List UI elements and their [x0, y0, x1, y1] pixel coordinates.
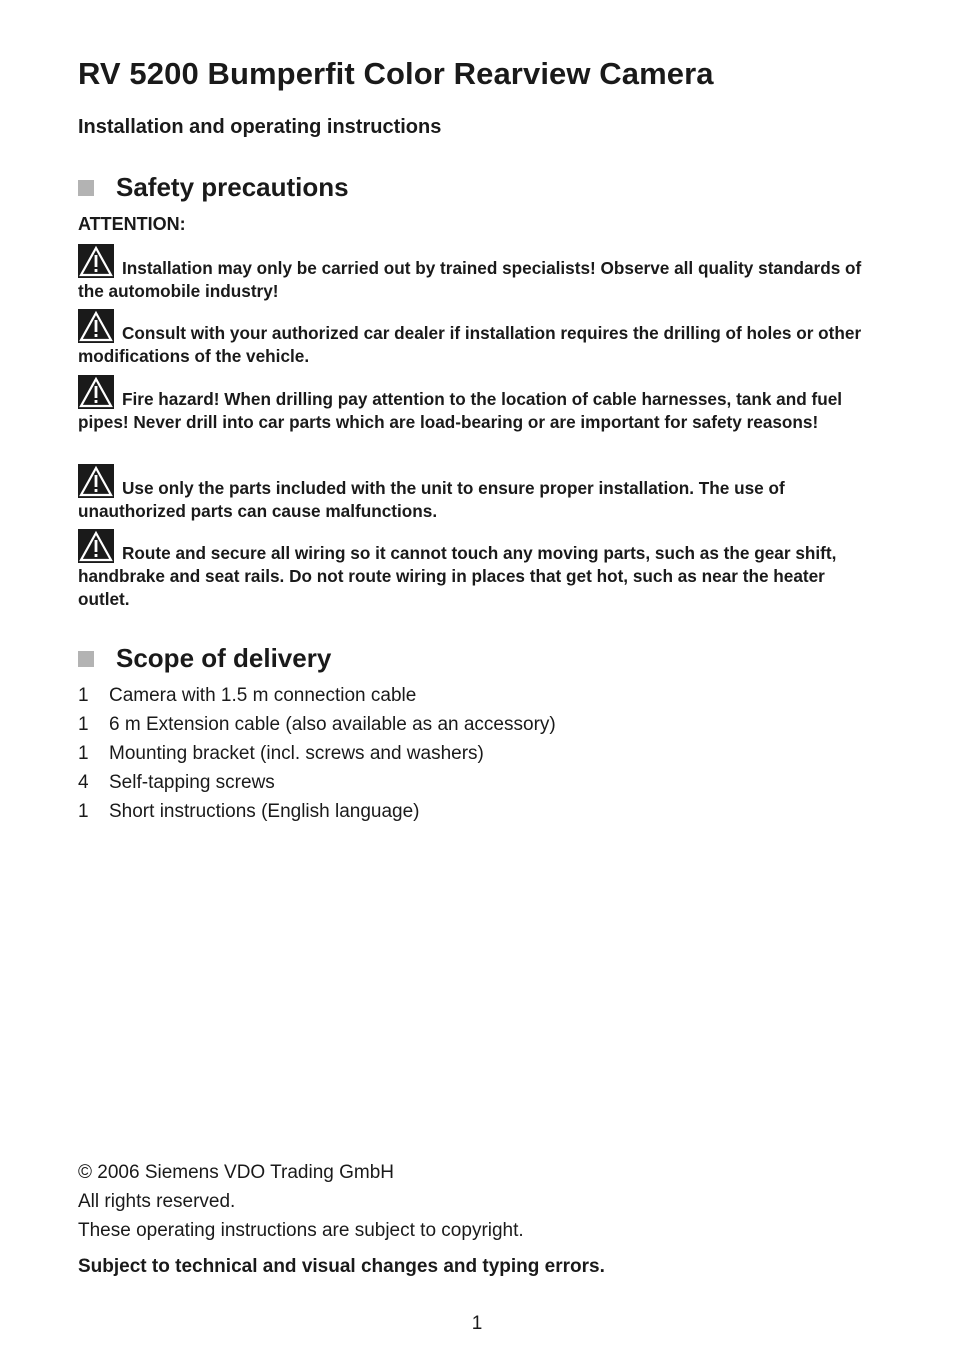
warning-item	[78, 375, 878, 434]
list-item	[78, 739, 556, 768]
item-quantity: 1	[78, 714, 89, 735]
list-item	[78, 710, 556, 739]
delivery-list	[78, 681, 556, 826]
section-heading-label: Safety precautions	[116, 172, 349, 202]
page-number: 1	[471, 1313, 483, 1334]
item-description: Camera with 1.5 m connection cable	[109, 685, 417, 706]
list-item	[78, 768, 556, 797]
warning-text: Consult with your authorized car dealer if installation requires the drilling of holes or other modifications of the vehicle.	[78, 323, 862, 366]
document-subtitle: Installation and operating instructions	[78, 116, 442, 138]
warning-text: Use only the parts included with the unit to ensure proper installation. The use of unauthorized parts can cause malfunctions.	[78, 478, 785, 521]
warning-item	[78, 464, 878, 523]
warning-item	[78, 309, 878, 368]
warning-text: Route and secure all wiring so it cannot touch any moving parts, such as the gear shift, handbrake and seat rails. Do not route wiring in places that get hot, such as near the heater outlet.	[78, 543, 837, 609]
warning-triangle-icon	[78, 244, 114, 278]
item-description: Self-tapping screws	[109, 772, 275, 793]
item-description: Mounting bracket (incl. screws and washers)	[109, 743, 484, 764]
section-heading-delivery	[78, 643, 331, 674]
item-description: Short instructions (English language)	[109, 801, 420, 822]
section-marker-icon	[78, 180, 94, 196]
item-quantity: 1	[78, 801, 89, 822]
copyright-line: These operating instructions are subject to copyright.	[78, 1220, 524, 1241]
item-quantity: 1	[78, 685, 89, 706]
warning-text: Fire hazard! When drilling pay attention to the location of cable harnesses, tank and fuel pipes! Never drill into car parts which are load-bearing or are important for safety reasons!	[78, 389, 843, 432]
warning-triangle-icon	[78, 464, 114, 498]
document-title: RV 5200 Bumperfit Color Rearview Camera	[78, 56, 714, 91]
disclaimer-text: Subject to technical and visual changes and typing errors.	[78, 1256, 605, 1277]
copyright-line: © 2006 Siemens VDO Trading GmbH	[78, 1162, 395, 1183]
item-quantity: 1	[78, 743, 89, 764]
item-quantity: 4	[78, 772, 89, 793]
warning-item	[78, 244, 878, 303]
list-item	[78, 681, 556, 710]
copyright-line: All rights reserved.	[78, 1191, 236, 1212]
section-heading-label: Scope of delivery	[116, 643, 332, 673]
warning-triangle-icon	[78, 375, 114, 409]
warning-item	[78, 529, 878, 611]
attention-label: ATTENTION:	[78, 214, 186, 234]
item-description: 6 m Extension cable (also available as an accessory)	[109, 714, 556, 735]
copyright-block	[78, 1158, 524, 1245]
warning-triangle-icon	[78, 309, 114, 343]
warning-triangle-icon	[78, 529, 114, 563]
section-marker-icon	[78, 651, 94, 667]
list-item	[78, 797, 556, 826]
section-heading-safety	[78, 172, 349, 203]
warning-text: Installation may only be carried out by trained specialists! Observe all quality standards of the automobile industry!	[78, 258, 862, 301]
